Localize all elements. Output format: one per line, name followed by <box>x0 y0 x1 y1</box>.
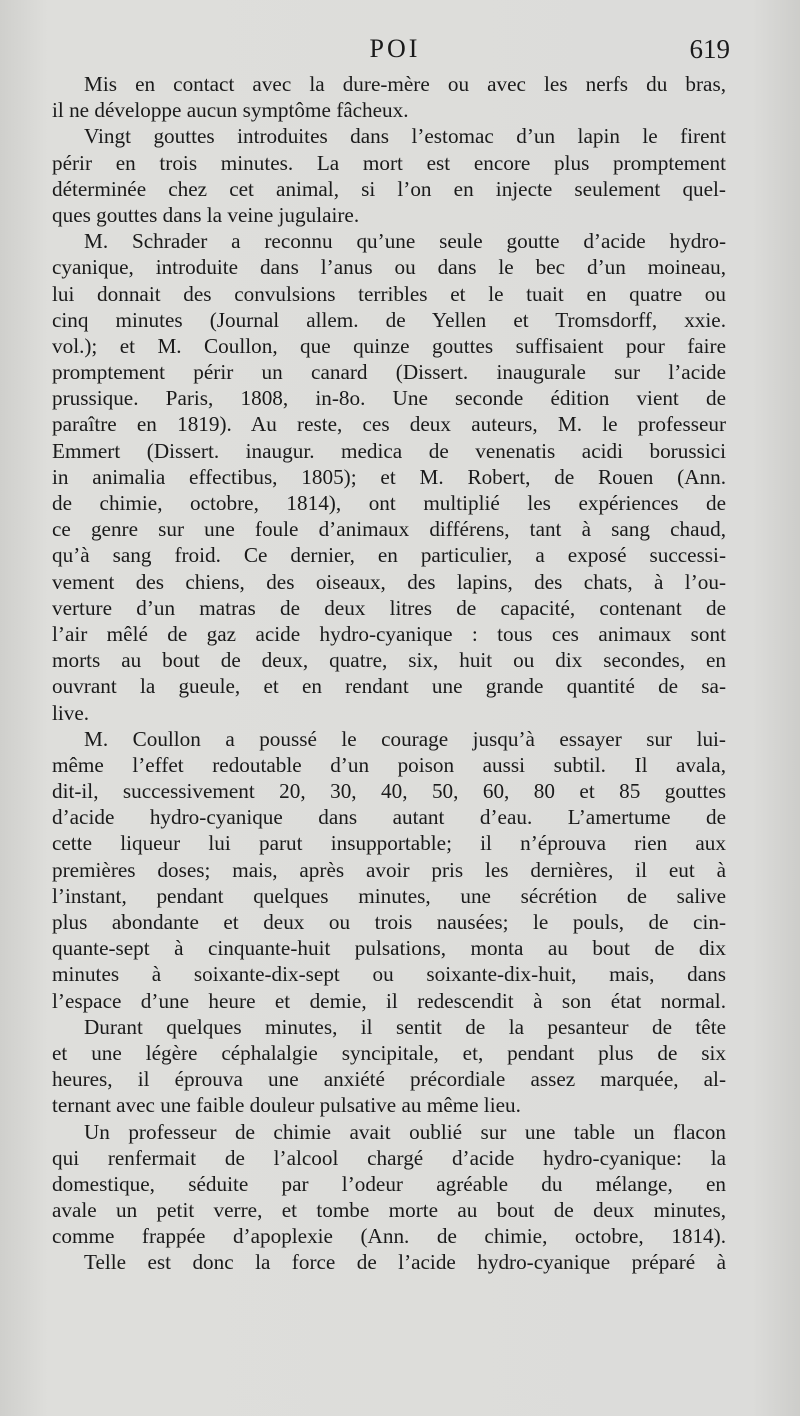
text-line: déterminée chez cet animal, si l’on en injecte seulement quel- <box>52 176 726 201</box>
text-line: même l’effet redoutable d’un poison aussi subtil. Il avala, <box>52 752 726 777</box>
text-line: paraître en 1819). Au reste, ces deux auteurs, M. le professeur <box>52 412 726 437</box>
text-line: Mis en contact avec la dure-mère ou avec les nerfs du bras, <box>84 72 726 96</box>
text-line: et une légère céphalalgie syncipitale, et, pendant plus de six <box>52 1040 726 1065</box>
text-line: lui donnait des convulsions terribles et le tuait en quatre ou <box>52 281 726 306</box>
text-line: Telle est donc la force de l’acide hydro-cyanique préparé à <box>84 1250 726 1275</box>
text-line: domestique, séduite par l’odeur agréable du mélange, en <box>52 1171 726 1196</box>
text-line: vol.); et M. Coullon, que quinze gouttes suffisaient pour faire <box>52 333 726 358</box>
text-line: Emmert (Dissert. inaugur. medica de venenatis acidi borussici <box>52 438 726 463</box>
text-line: live. <box>52 700 90 725</box>
page-number: 619 <box>689 34 730 64</box>
text-line: il ne développe aucun symptôme fâcheux. <box>52 98 409 123</box>
text-line: Vingt gouttes introduites dans l’estomac d’un lapin le firent <box>84 124 726 149</box>
text-line: morts au bout de deux, quatre, six, huit ou dix secondes, en <box>52 648 726 673</box>
text-line: ternant avec une faible douleur pulsative au même lieu. <box>52 1093 521 1118</box>
text-line: quante-sept à cinquante-huit pulsations, monta au bout de dix <box>52 936 726 961</box>
text-line: dit-il, successivement 20, 30, 40, 50, 60, 80 et 85 gouttes <box>52 779 726 804</box>
running-title: POI <box>369 34 421 63</box>
text-line: M. Coullon a poussé le courage jusqu’à essayer sur lui- <box>84 726 726 751</box>
text-line: l’instant, pendant quelques minutes, une sécrétion de salive <box>52 883 726 908</box>
text-line: cinq minutes (Journal allem. de Yellen et Tromsdorff, xxie. <box>52 307 726 332</box>
text-line: M. Schrader a reconnu qu’une seule goutte d’acide hydro- <box>84 229 726 254</box>
running-head <box>50 34 740 68</box>
text-line: ques gouttes dans la veine jugulaire. <box>52 202 360 227</box>
text-line: d’acide hydro-cyanique dans autant d’eau. L’amertume de <box>52 805 726 830</box>
body-text <box>52 71 726 1276</box>
text-line: qu’à sang froid. Ce dernier, en particulier, a exposé successi- <box>52 543 726 568</box>
text-line: avale un petit verre, et tombe morte au bout de deux minutes, <box>52 1198 726 1223</box>
text-line: heures, il éprouva une anxiété précordiale assez marquée, al- <box>52 1067 726 1092</box>
text-line: prussique. Paris, 1808, in-8o. Une seconde édition vient de <box>52 386 726 411</box>
text-line: l’air mêlé de gaz acide hydro-cyanique : tous ces animaux sont <box>52 621 726 646</box>
text-line: l’espace d’une heure et demie, il redescendit à son état normal. <box>52 988 726 1013</box>
text-line: ce genre sur une foule d’animaux différens, tant à sang chaud, <box>52 517 726 542</box>
text-line: cyanique, introduite dans l’anus ou dans le bec d’un moineau, <box>52 255 726 280</box>
text-line: comme frappée d’apoplexie (Ann. de chimie, octobre, 1814). <box>52 1224 726 1249</box>
text-line: de chimie, octobre, 1814), ont multiplié les expériences de <box>52 491 726 515</box>
text-line: Durant quelques minutes, il sentit de la pesanteur de tête <box>84 1014 726 1039</box>
text-line: in animalia effectibus, 1805); et M. Robert, de Rouen (Ann. <box>52 464 726 489</box>
text-line: promptement périr un canard (Dissert. inaugurale sur l’acide <box>52 360 726 385</box>
text-line: périr en trois minutes. La mort est encore plus promptement <box>52 150 726 175</box>
text-line: plus abondante et deux ou trois nausées; le pouls, de cin- <box>52 910 726 934</box>
text-line: qui renfermait de l’alcool chargé d’acide hydro-cyanique: la <box>52 1145 726 1170</box>
text-line: cette liqueur lui parut insupportable; il n’éprouva rien aux <box>52 831 726 856</box>
text-line: minutes à soixante-dix-sept ou soixante-dix-huit, mais, dans <box>52 962 726 987</box>
text-line: verture d’un matras de deux litres de capacité, contenant de <box>52 595 726 620</box>
text-line: premières doses; mais, après avoir pris les dernières, il eut à <box>52 857 726 882</box>
text-line: vement des chiens, des oiseaux, des lapins, des chats, à l’ou- <box>52 569 726 594</box>
text-line: Un professeur de chimie avait oublié sur une table un flacon <box>84 1119 726 1144</box>
text-line: ouvrant la gueule, et en rendant une grande quantité de sa- <box>52 674 726 699</box>
